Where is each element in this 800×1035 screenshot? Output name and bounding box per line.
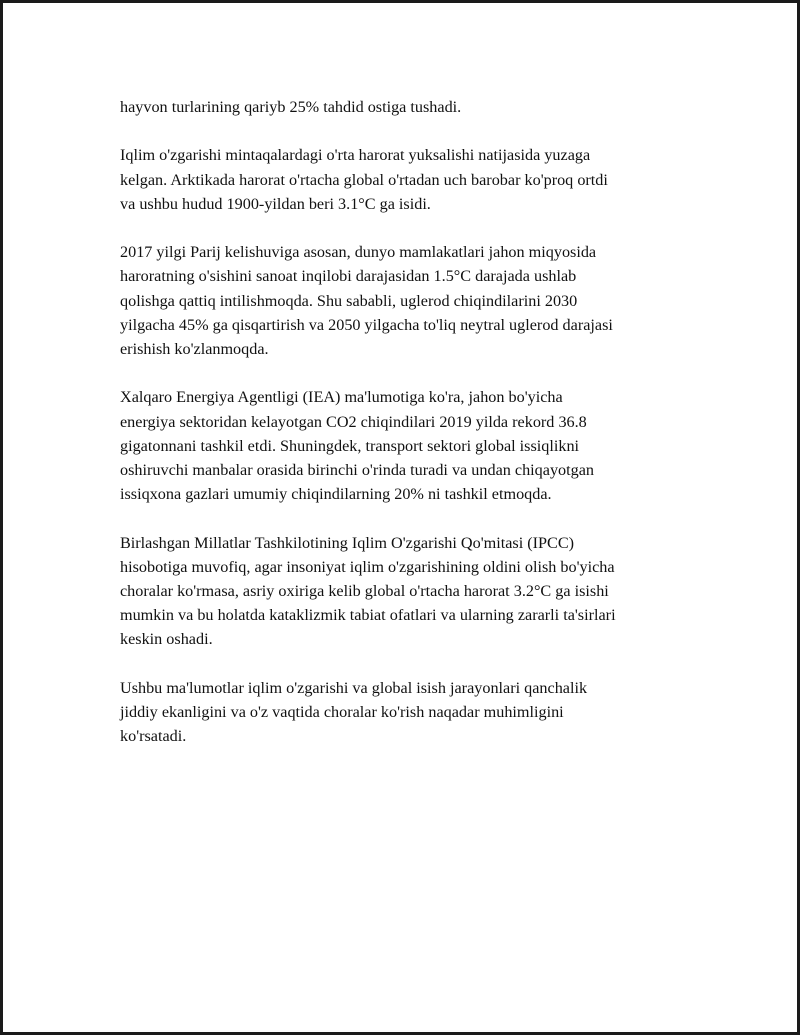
text-line: erishish ko'zlanmoqda. [120, 340, 269, 358]
text-line: va ushbu hudud 1900-yildan beri 3.1°C ga isidi. [120, 194, 431, 213]
text-line: energiya sektoridan kelayotgan CO2 chiqindilari 2019 yilda rekord 36.8 [120, 412, 587, 431]
text-line: gigatonnani tashkil etdi. Shuningdek, transport sektori global issiqlikni [120, 436, 580, 455]
text-line: qolishga qattiq intilishmoqda. Shu sababli, uglerod chiqindilarini 2030 [120, 291, 578, 310]
text-line: Ushbu ma'lumotlar iqlim o'zgarishi va global isish jarayonlari qanchalik [120, 678, 588, 697]
paragraph-4 [120, 385, 700, 506]
text-line: oshiruvchi manbalar orasida birinchi o'rinda turadi va undan chiqayotgan [120, 461, 595, 479]
paragraph-1 [120, 95, 700, 119]
text-line: Iqlim o'zgarishi mintaqalardagi o'rta harorat yuksalishi natijasida yuzaga [120, 146, 591, 165]
text-line: keskin oshadi. [120, 630, 213, 649]
text-line: ko'rsatadi. [120, 727, 187, 746]
paragraph-6 [120, 676, 700, 749]
paragraph-5 [120, 531, 700, 652]
text-line: choralar ko'rmasa, asriy oxiriga kelib global o'rtacha harorat 3.2°C ga isishi [120, 582, 609, 600]
paragraph-3 [120, 240, 700, 361]
document-body [120, 95, 700, 773]
text-line: Xalqaro Energiya Agentligi (IEA) ma'lumotiga ko'ra, jahon bo'yicha [120, 388, 563, 407]
text-line: mumkin va bu holatda kataklizmik tabiat ofatlari va ularning zararli ta'sirlari [120, 606, 616, 625]
text-line: Birlashgan Millatlar Tashkilotining Iqlim O'zgarishi Qo'mitasi (IPCC) [120, 533, 575, 552]
text-line: hisobotiga muvofiq, agar insoniyat iqlim o'zgarishining oldini olish bo'yicha [120, 557, 615, 576]
text-line: hayvon turlarining qariyb 25% tahdid ostiga tushadi. [120, 98, 462, 116]
text-line: jiddiy ekanligini va o'z vaqtida choralar ko'rish naqadar muhimligini [120, 703, 564, 721]
text-line: yilgacha 45% ga qisqartirish va 2050 yilgacha to'liq neytral uglerod darajasi [120, 315, 613, 334]
text-line: issiqxona gazlari umumiy chiqindilarning 20% ni tashkil etmoqda. [120, 485, 552, 504]
text-line: 2017 yilgi Parij kelishuviga asosan, dunyo mamlakatlari jahon miqyosida [120, 243, 597, 262]
text-line: kelgan. Arktikada harorat o'rtacha global o'rtadan uch barobar ko'proq ortdi [120, 170, 608, 189]
text-line: haroratning o'sishini sanoat inqilobi darajasidan 1.5°C darajada ushlab [120, 267, 577, 286]
paragraph-2 [120, 143, 700, 216]
